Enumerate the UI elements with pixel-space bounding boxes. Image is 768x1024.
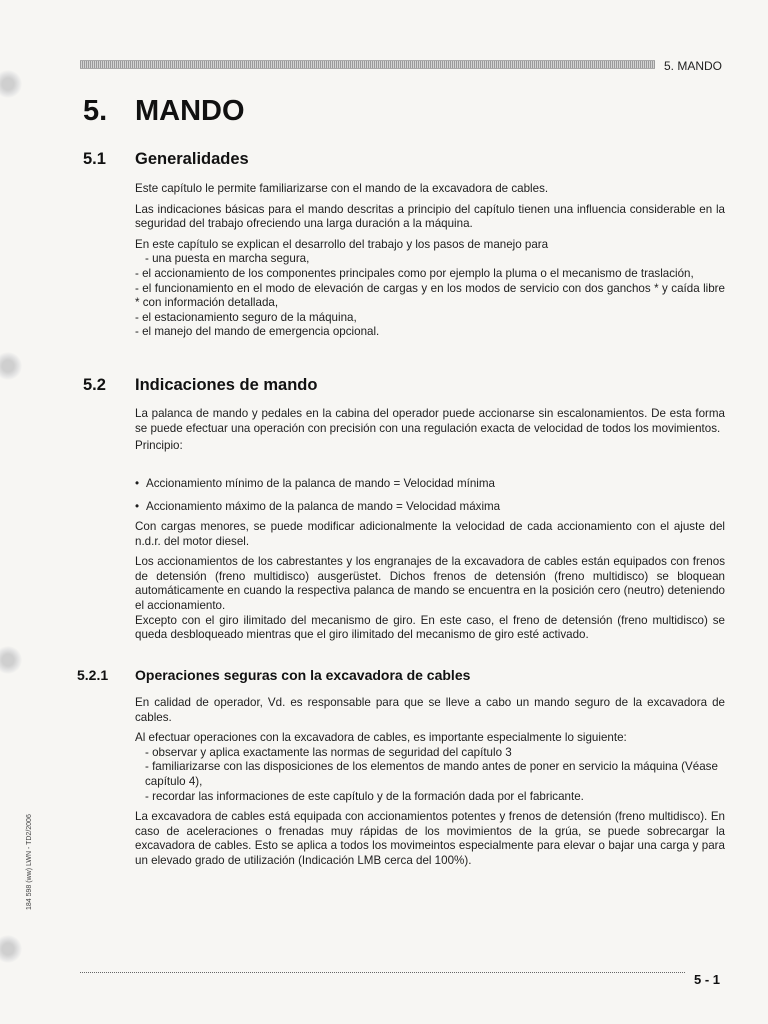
- bullet-text: Accionamiento mínimo de la palanca de mando = Velocidad mínima: [146, 477, 495, 490]
- punch-hole-mark: [0, 70, 22, 98]
- principle-label: Principio:: [135, 439, 183, 453]
- bullet-dot: •: [135, 500, 140, 513]
- section-5-2-intro: [135, 407, 725, 454]
- section-number: 5.2: [83, 376, 106, 394]
- section-number: 5.2.1: [77, 667, 109, 683]
- chapter-title: [83, 95, 245, 128]
- paragraph: Los accionamientos de los cabrestantes y los engranajes de la excavadora de cables están equipados con frenos de detensión (freno multidisco) ausgerüstet. Dichos frenos de detensión (freno multidisco) se bloquean automáticamente en cuando la respectiva palanca de mando se encuentra en la posición cero (neutro) deteniendo el accionamiento.: [135, 555, 725, 612]
- header-section-label: 5. MANDO: [664, 59, 723, 73]
- punch-hole-mark: [0, 935, 22, 963]
- section-heading-5-2: [83, 376, 423, 396]
- list-item: - una puesta en marcha segura,: [145, 252, 310, 266]
- bullet-item: [135, 500, 725, 515]
- chapter-number: 5.: [83, 95, 108, 127]
- section-heading-5-1: [83, 150, 383, 170]
- section-title: Operaciones seguras con la excavadora de cables: [135, 667, 471, 683]
- list-item: - el manejo del mando de emergencia opcional.: [135, 325, 380, 339]
- list-item: - familiarizarse con las disposiciones de los elementos de mando antes de poner en servicio la máquina (Véase capítulo 4),: [145, 760, 718, 788]
- paragraph: Con cargas menores, se puede modificar adicionalmente la velocidad de cada accionamiento con el ajuste del n.d.r. del motor diesel.: [135, 520, 725, 548]
- footer-rule: [80, 972, 685, 973]
- list-item: - el estacionamiento seguro de la máquina,: [135, 310, 357, 324]
- paragraph: La excavadora de cables está equipada con accionamientos potentes y frenos de detensión (freno multidisco). En caso de aceleraciones o frenadas muy rápidas de los movimientos de la grúa, se puede sobrecargar la excavadora de cables. Esto se aplica a todos los movimeintos especialmente para elevar o bajar una carga y para un elevado grado de utilización (Indicación LMB cerca del 100%).: [135, 810, 725, 867]
- bullet-dot: •: [135, 477, 140, 490]
- section-title: Generalidades: [135, 150, 249, 168]
- bullet-text: Accionamiento máximo de la palanca de mando = Velocidad máxima: [146, 500, 501, 513]
- bullet-item: [135, 477, 725, 492]
- section-5-1-body: [135, 182, 725, 340]
- paragraph: Al efectuar operaciones con la excavadora de cables, es importante especialmente lo siguiente:: [135, 731, 627, 745]
- list-item: - el funcionamiento en el modo de elevación de cargas y en los modos de servicio con dos ganchos * y caída libre * con información detallada,: [135, 281, 725, 310]
- list-item: - observar y aplica exactamente las normas de seguridad del capítulo 3: [145, 745, 512, 759]
- chapter-title-text: MANDO: [135, 95, 245, 127]
- header-rule: [80, 60, 655, 69]
- punch-hole-mark: [0, 646, 22, 674]
- punch-hole-mark: [0, 352, 22, 380]
- paragraph: Las indicaciones básicas para el mando descritas a principio del capítulo tienen una influencia considerable en la seguridad del trabajo ofreciendo una larga duración a la máquina.: [135, 202, 725, 231]
- paragraph: En calidad de operador, Vd. es responsable para que se lleve a cabo un mando seguro de la excavadora de cables.: [135, 696, 725, 724]
- section-5-2-body: [135, 520, 725, 643]
- section-5-2-1-body: [135, 696, 725, 869]
- list-item: - recordar las informaciones de este capítulo y de la formación dada por el fabricante.: [145, 789, 584, 803]
- list-item: - el accionamiento de los componentes principales como por ejemplo la pluma o el mecanismo de traslación,: [135, 266, 694, 280]
- section-number: 5.1: [83, 150, 106, 168]
- paragraph: La palanca de mando y pedales en la cabina del operador puede accionarse sin escalonamientos. De esta forma se puede efectuar una operación con precisión con una regulación exacta de velocidad de todos los movimientos.: [135, 407, 725, 435]
- section-heading-5-2-1: [77, 667, 503, 685]
- paragraph: Excepto con el giro ilimitado del mecanismo de giro. En este caso, el freno de detensión (freno multidisco) se queda desbloqueado mientras que el giro ilimitado del mecanismo de giro esté activado.: [135, 613, 725, 642]
- page-number: 5 - 1: [694, 972, 721, 987]
- paragraph: Este capítulo le permite familiarizarse con el mando de la excavadora de cables.: [135, 182, 549, 195]
- document-side-code: 184 598 (ww) LWN - TD2/2006: [26, 814, 33, 910]
- section-title: Indicaciones de mando: [135, 376, 318, 394]
- paragraph: En este capítulo se explican el desarrollo del trabajo y los pasos de manejo para: [135, 237, 549, 251]
